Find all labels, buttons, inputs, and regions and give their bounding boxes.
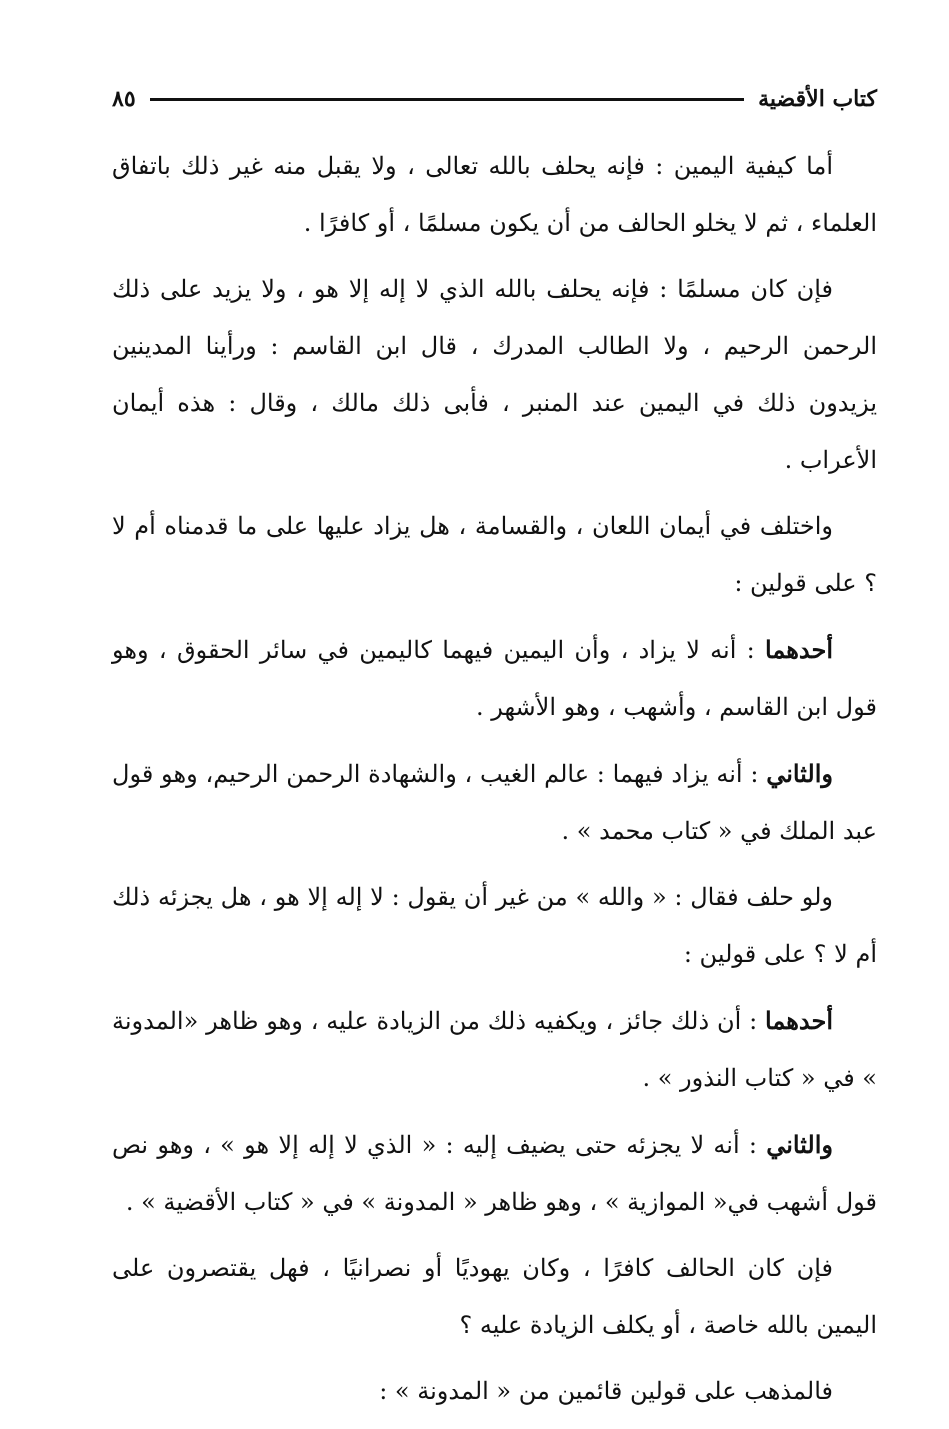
lead-word: أحدهما [765,635,833,664]
paragraph-first-opinion-2 [112,992,877,1107]
paragraph-second-opinion [112,745,877,860]
page-body [112,138,877,1429]
page-number: ٨٥ [112,86,136,112]
running-title: كتاب الأقضية [758,86,877,112]
page-header [112,82,877,116]
paragraph-second-opinion-2 [112,1116,877,1231]
opinion-text: : أنه لا يزاد ، وأن اليمين فيهما كاليمين في سائر الحقوق ، وهو قول ابن القاسم ، وأشهب ، وهو الأشهر . [112,636,877,721]
paragraph-muslim-oath: فإن كان مسلمًا : فإنه يحلف بالله الذي لا إله إلا هو ، ولا يزيد على ذلك الرحمن الرحيم ، ولا الطالب المدرك ، قال ابن القاسم : ورأينا المدينين يزيدون ذلك في اليمين عند المنبر ، فأبى ذلك مالك ، وقال : هذه أيمان الأعراب . [112,275,877,474]
paragraph-non-muslim: فإن كان الحالف كافرًا ، وكان يهوديًا أو نصرانيًا ، فهل يقتصرون على اليمين بالله خاصة ، أو يكلف الزيادة عليه ؟ [112,1254,877,1339]
paragraph-disagreement: واختلف في أيمان اللعان ، والقسامة ، هل يزاد عليها على ما قدمناه أم لا ؟ على قولين : [112,512,877,597]
opinion-text: : أنه يزاد فيهما : عالم الغيب ، والشهادة الرحمن الرحيم، وهو قول عبد الملك في « كتاب محمد » . [112,760,877,845]
opinion-text: : أن ذلك جائز ، ويكفيه ذلك من الزيادة عليه ، وهو ظاهر «المدونة » في « كتاب النذور » . [112,1007,877,1092]
lead-word: والثاني [766,1130,833,1159]
paragraph-wallah-only: ولو حلف فقال : « والله » من غير أن يقول : لا إله إلا هو ، هل يجزئه ذلك أم لا ؟ على قولين : [112,883,877,968]
lead-word: أحدهما [765,1006,833,1035]
lead-word: والثاني [766,759,833,788]
paragraph-first-opinion [112,621,877,736]
paragraph-oath-manner: أما كيفية اليمين : فإنه يحلف بالله تعالى ، ولا يقبل منه غير ذلك باتفاق العلماء ، ثم لا يخلو الحالف من أن يكون مسلمًا ، أو كافرًا . [112,152,877,237]
opinion-text: : أنه لا يجزئه حتى يضيف إليه : « الذي لا إله إلا هو » ، وهو نص قول أشهب في« الموازية » ، وهو ظاهر « المدونة » في « كتاب الأقضية » . [112,1131,877,1216]
header-rule [150,98,744,101]
paragraph-madhab: فالمذهب على قولين قائمين من « المدونة » : [379,1377,833,1405]
